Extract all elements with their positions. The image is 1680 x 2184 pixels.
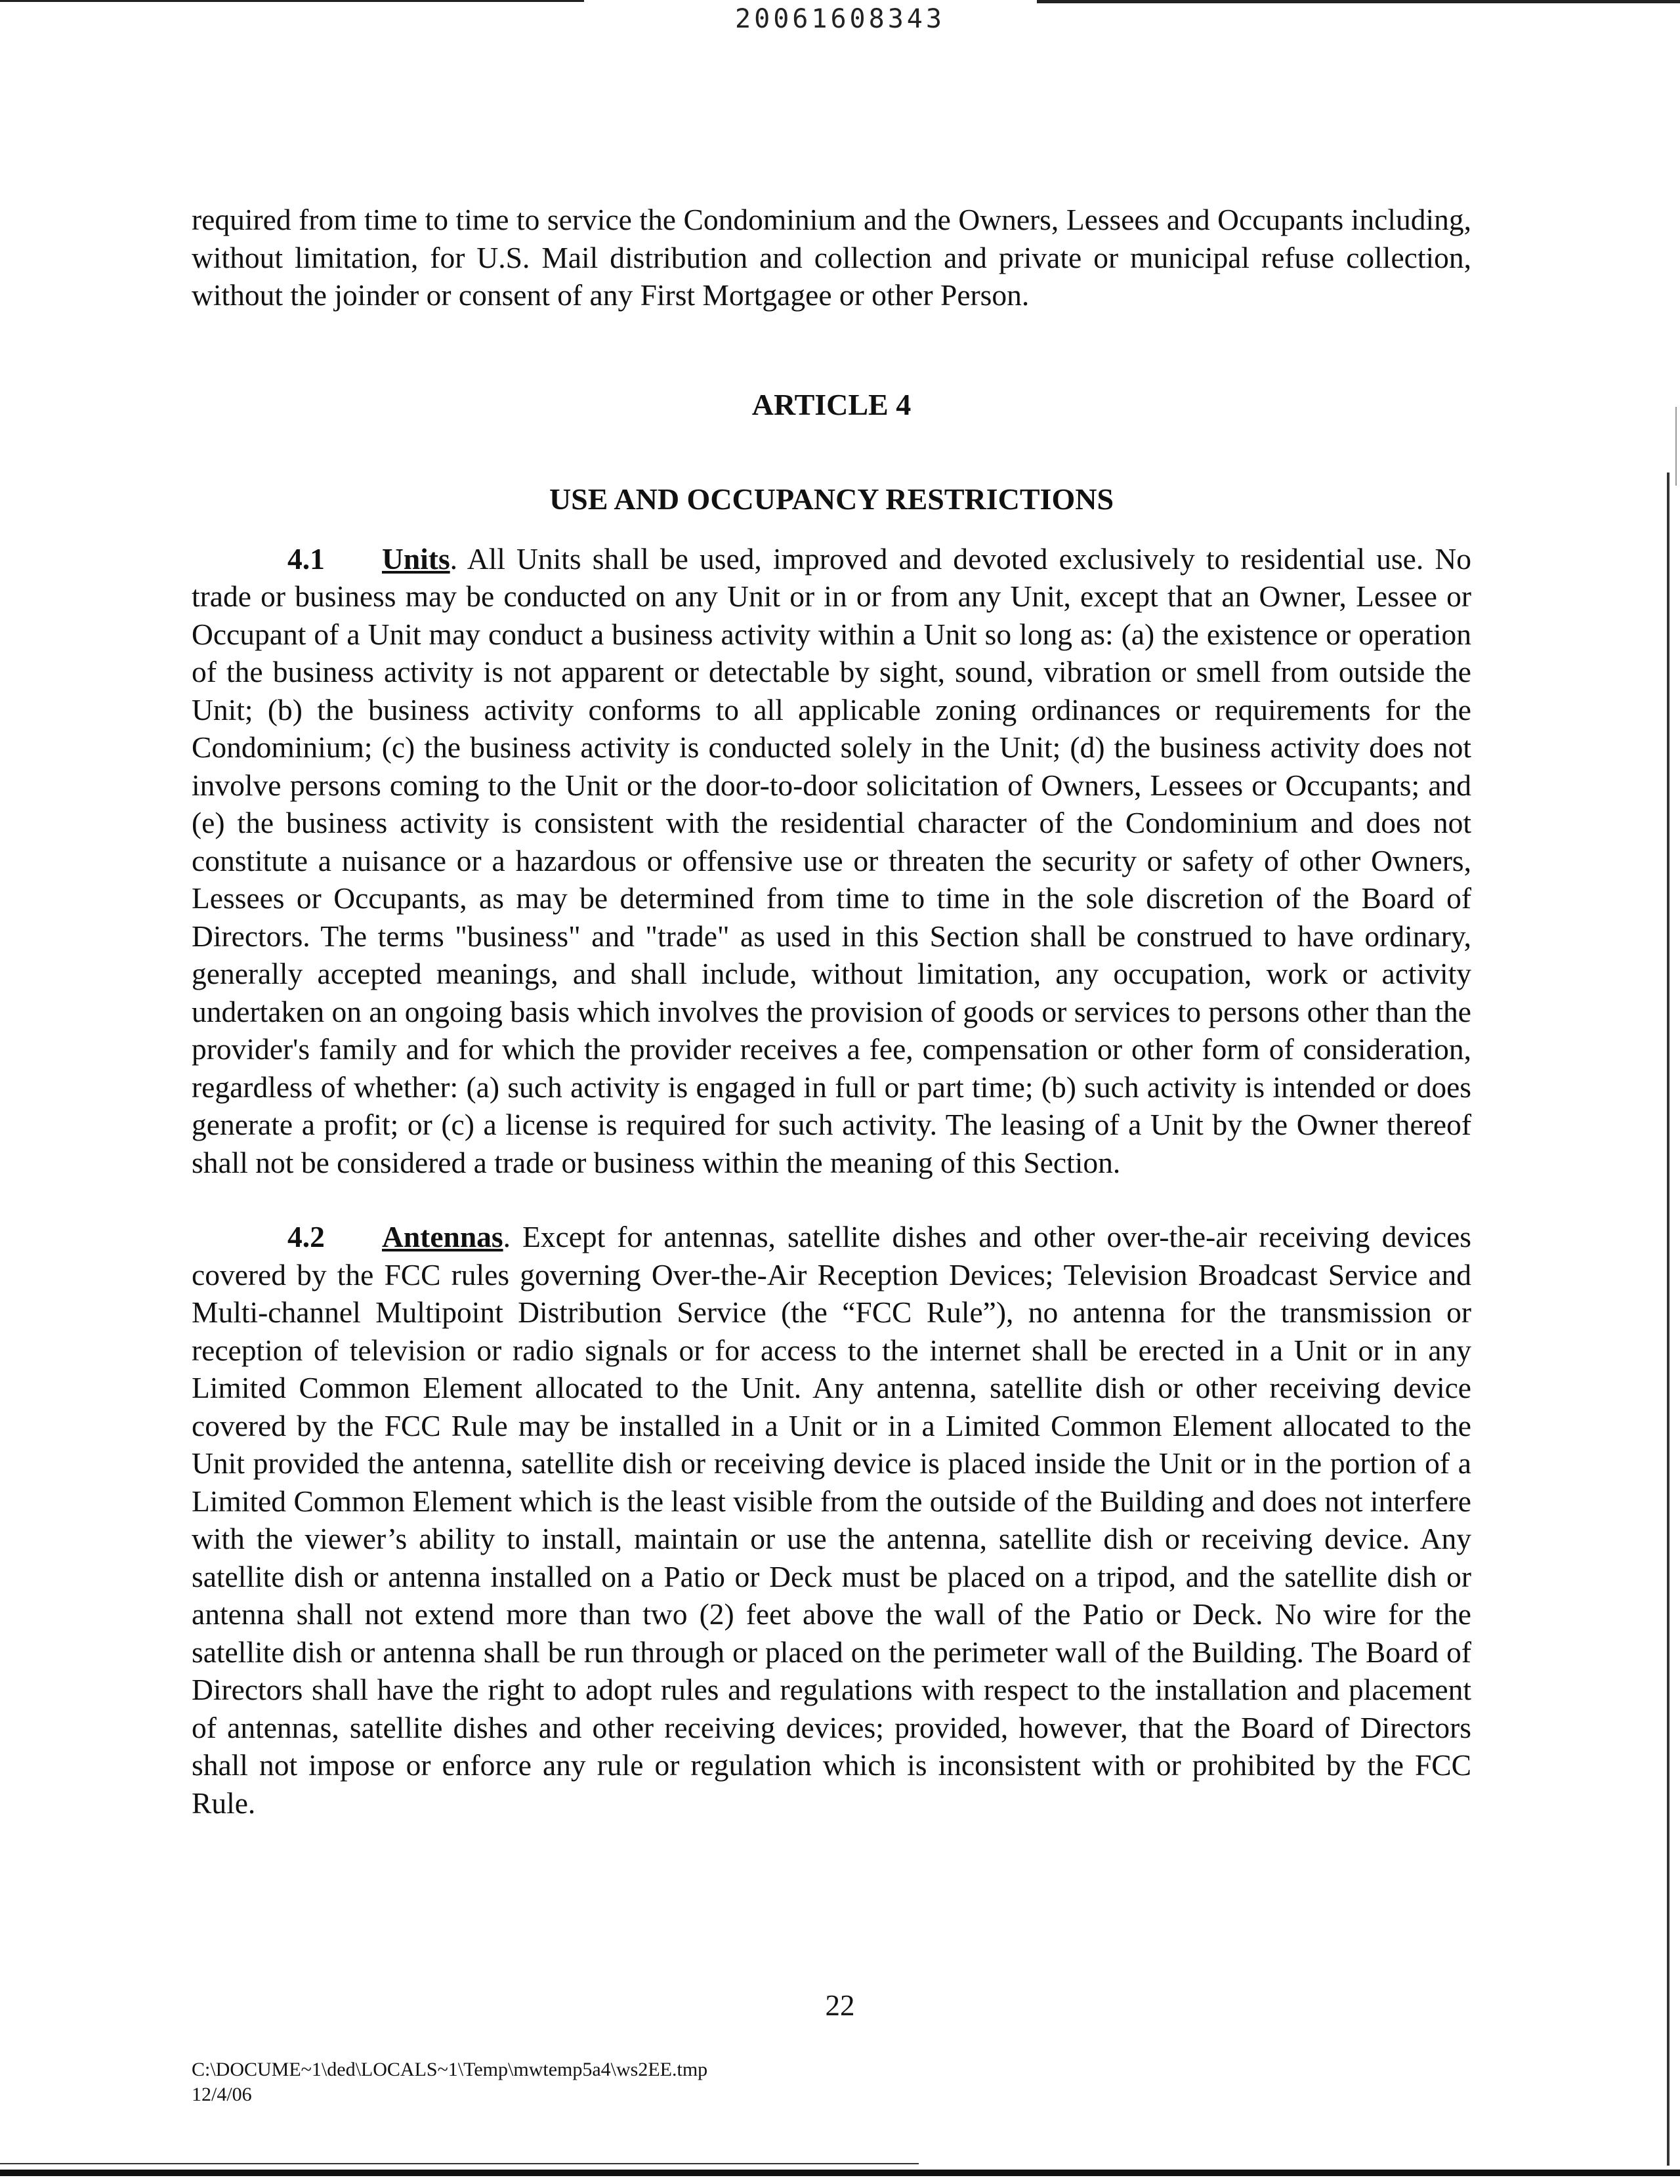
footer-date: 12/4/06 <box>192 2084 252 2105</box>
scan-border-right <box>1667 472 1670 2166</box>
document-number: 20061608343 <box>735 4 945 34</box>
section-text: . All Units shall be used, improved and devoted exclusively to residential use. No trade or business may be conducted on any Unit or in or from any Unit, except that an Owner, Lessee or Occupant of a Unit may conduct a business activity within a Unit so long as: (a) the existence or operation of the business activity is not apparent or detectable by sight, sound, vibration or smell from outside the Unit; (b) the business activity conforms to all applicable zoning ordinances or requirements for the Condominium; (c) the business activity is conducted solely in the Unit; (d) the business activity does not involve persons coming to the Unit or the door-to-door solicitation of Owners, Lessees or Occupants; and (e) the business activity is consistent with the residential character of the Condominium and does not constitute a nuisance or a hazardous or offensive use or threaten the security or safety of other Owners, Lessees or Occupants, as may be determined from time to time in the sole discretion of the Board of Directors. The terms "business" and "trade" as used in this Section shall be construed to have ordinary, generally accepted meanings, and shall include, without limitation, any occupation, work or activity undertaken on an ongoing basis which involves the provision of goods or services to persons other than the provider's family and for which the provider receives a fee, compensation or other form of consideration, regardless of whether: (a) such activity is engaged in full or part time; (b) such activity is intended or does generate a profit; or (c) a license is required for such activity. The leasing of a Unit by the Owner thereof shall not be considered a trade or business within the meaning of this Section. <box>192 541 1471 1179</box>
document-body <box>192 201 1471 1822</box>
article-subtitle: USE AND OCCUPANCY RESTRICTIONS <box>549 482 1114 516</box>
section-number: 4.2 <box>287 1220 325 1253</box>
page-number: 22 <box>825 1989 855 2022</box>
scan-border-top-right <box>1037 0 1680 3</box>
article-title: ARTICLE 4 <box>751 387 912 421</box>
intro-paragraph: required from time to time to service the Condominium and the Owners, Lessees and Occupants including, without limitation, for U.S. Mail distribution and collection and private or municipal refuse collection, without the joinder or consent of any First Mortgagee or other Person. <box>192 203 1471 312</box>
section-antennas <box>192 1218 1471 1822</box>
section-number: 4.1 <box>287 541 325 576</box>
scan-mark-right <box>1675 407 1677 486</box>
section-units <box>192 540 1471 1182</box>
footer-file-path: C:\DOCUME~1\ded\LOCALS~1\Temp\mwtemp5a4\ws2EE.tmp <box>192 2059 708 2080</box>
scan-border-bottom <box>0 2170 1680 2176</box>
section-text: . Except for antennas, satellite dishes and other over-the-air receiving devices covered by the FCC rules governing Over-the-Air Reception Devices; Television Broadcast Service and Multi-channel Multipoint Distribution Service (the “FCC Rule”), no antenna for the transmission or reception of television or radio signals or for access to the internet shall be erected in a Unit or in any Limited Common Element allocated to the Unit. Any antenna, satellite dish or other receiving device covered by the FCC Rule may be installed in a Unit or in a Limited Common Element allocated to the Unit provided the antenna, satellite dish or receiving device is placed inside the Unit or in the portion of a Limited Common Element which is the least visible from the outside of the Building and does not interfere with the viewer’s ability to install, maintain or use the antenna, satellite dish or receiving device. Any satellite dish or antenna installed on a Patio or Deck must be placed on a tripod, and the satellite dish or antenna shall not extend more than two (2) feet above the wall of the Patio or Deck. No wire for the satellite dish or antenna shall be run through or placed on the perimeter wall of the Building. The Board of Directors shall have the right to adopt rules and regulations with respect to the installation and placement of antennas, satellite dishes and other receiving devices; provided, however, that the Board of Directors shall not impose or enforce any rule or regulation which is inconsistent with or prohibited by the FCC Rule. <box>192 1220 1471 1820</box>
scan-border-top-left <box>0 0 584 2</box>
scan-border-bottom-thin <box>0 2163 919 2164</box>
section-title: Units <box>382 541 450 576</box>
section-title: Antennas <box>382 1220 503 1253</box>
